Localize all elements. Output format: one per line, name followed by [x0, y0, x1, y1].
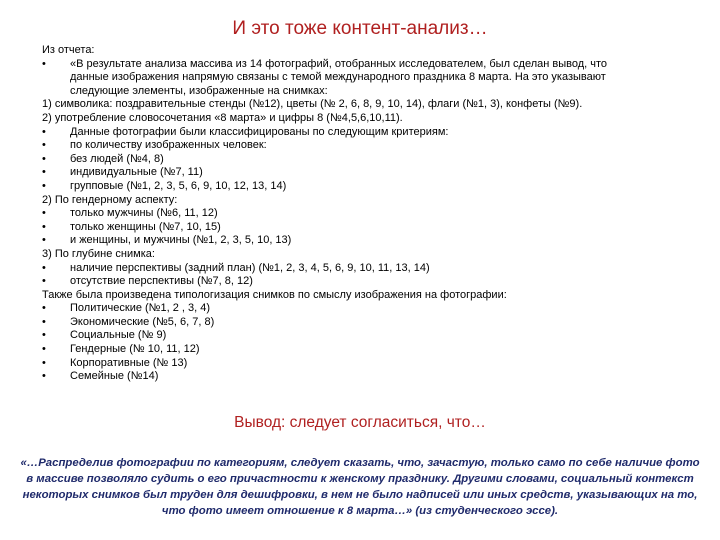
bullet-marker: •	[42, 220, 46, 233]
report-line: 2) По гендерному аспекту:	[42, 193, 178, 206]
bullet-continuation: данные изображения напрямую связаны с темой международного праздника 8 марта. На это указывают	[70, 71, 606, 84]
slide-title: И это тоже контент-анализ…	[232, 18, 488, 39]
bullet-marker: •	[42, 234, 46, 247]
bullet-marker: •	[42, 139, 46, 152]
bullet-text: Семейные (№14)	[70, 370, 159, 383]
bullet-marker: •	[42, 179, 46, 192]
bullet-marker: •	[42, 57, 46, 70]
bullet-item	[42, 357, 682, 371]
bullet-text: наличие перспективы (задний план) (№1, 2, 3, 4, 5, 6, 9, 10, 11, 13, 14)	[70, 261, 430, 274]
bullet-item	[42, 329, 682, 343]
bullet-item	[42, 302, 682, 316]
bullet-text: Социальные (№ 9)	[70, 329, 167, 342]
bullet-marker: •	[42, 343, 46, 356]
bullet-text: Гендерные (№ 10, 11, 12)	[70, 343, 200, 356]
conclusion-heading: Вывод: следует согласиться, что…	[234, 414, 486, 431]
bullet-item	[42, 275, 682, 289]
bullet-item	[42, 316, 682, 330]
bullet-marker: •	[42, 370, 46, 383]
report-line: Также была произведена типологизация снимков по смыслу изображения на фотографии:	[42, 288, 507, 301]
essay-quote: «…Распределив фотографии по категориям, следует сказать, что, зачастую, только само по себе наличие фото в массиве позволяло судить о его причастности к женскому празднику. Другими словами, социальный контекст некоторых снимков был труден для дешифровки, в нем не было надписей или иных средств, указывающих на то, что фото имеет отношение к 8 марта…» (из студенческого эссе).	[20, 457, 700, 517]
bullet-text: Данные фотографии были классифицированы по следующим критериям:	[70, 125, 449, 138]
report-lines	[42, 58, 682, 384]
bullet-text: отсутствие перспективы (№7, 8, 12)	[70, 275, 253, 288]
bullet-continuation: следующие элементы, изображенные на снимках:	[70, 84, 328, 97]
bullet-item	[42, 180, 682, 194]
report-text	[42, 44, 682, 384]
bullet-marker: •	[42, 329, 46, 342]
bullet-text: и женщины, и мужчины (№1, 2, 3, 5, 10, 13)	[70, 234, 292, 247]
report-line: 3) По глубине снимка:	[42, 247, 155, 260]
bullet-text: Экономические (№5, 6, 7, 8)	[70, 315, 215, 328]
bullet-marker: •	[42, 125, 46, 138]
report-line: 1) символика: поздравительные стенды (№12), цветы (№ 2, 6, 8, 9, 10, 14), флаги (№1, 3), конфеты (№9).	[42, 98, 583, 111]
bullet-item	[42, 262, 682, 276]
bullet-marker: •	[42, 152, 46, 165]
bullet-item	[42, 166, 682, 180]
bullet-item	[42, 153, 682, 167]
report-line: 2) употребление словосочетания «8 марта» и цифры 8 (№4,5,6,10,11).	[42, 111, 403, 124]
bullet-item	[42, 207, 682, 221]
bullet-text: Корпоративные (№ 13)	[70, 356, 188, 369]
bullet-item	[42, 126, 682, 140]
bullet-marker: •	[42, 275, 46, 288]
bullet-marker: •	[42, 302, 46, 315]
bullet-text: только женщины (№7, 10, 15)	[70, 220, 221, 233]
bullet-text: по количеству изображенных человек:	[70, 139, 267, 152]
bullet-item	[42, 58, 682, 72]
report-intro: Из отчета:	[42, 44, 95, 56]
bullet-text: только мужчины (№6, 11, 12)	[70, 207, 218, 220]
bullet-marker: •	[42, 356, 46, 369]
bullet-item	[42, 234, 682, 248]
bullet-marker: •	[42, 166, 46, 179]
bullet-text: Политические (№1, 2 , 3, 4)	[70, 302, 210, 315]
bullet-marker: •	[42, 315, 46, 328]
bullet-marker: •	[42, 207, 46, 220]
bullet-marker: •	[42, 261, 46, 274]
bullet-text: без людей (№4, 8)	[70, 152, 164, 165]
bullet-text: индивидуальные (№7, 11)	[70, 166, 203, 179]
bullet-text: групповые (№1, 2, 3, 5, 6, 9, 10, 12, 13, 14)	[70, 179, 287, 192]
bullet-item	[42, 221, 682, 235]
bullet-item	[42, 343, 682, 357]
bullet-item	[42, 139, 682, 153]
bullet-item	[42, 370, 682, 384]
bullet-text: «В результате анализа массива из 14 фотографий, отобранных исследователем, был сделан вывод, что	[70, 57, 608, 70]
